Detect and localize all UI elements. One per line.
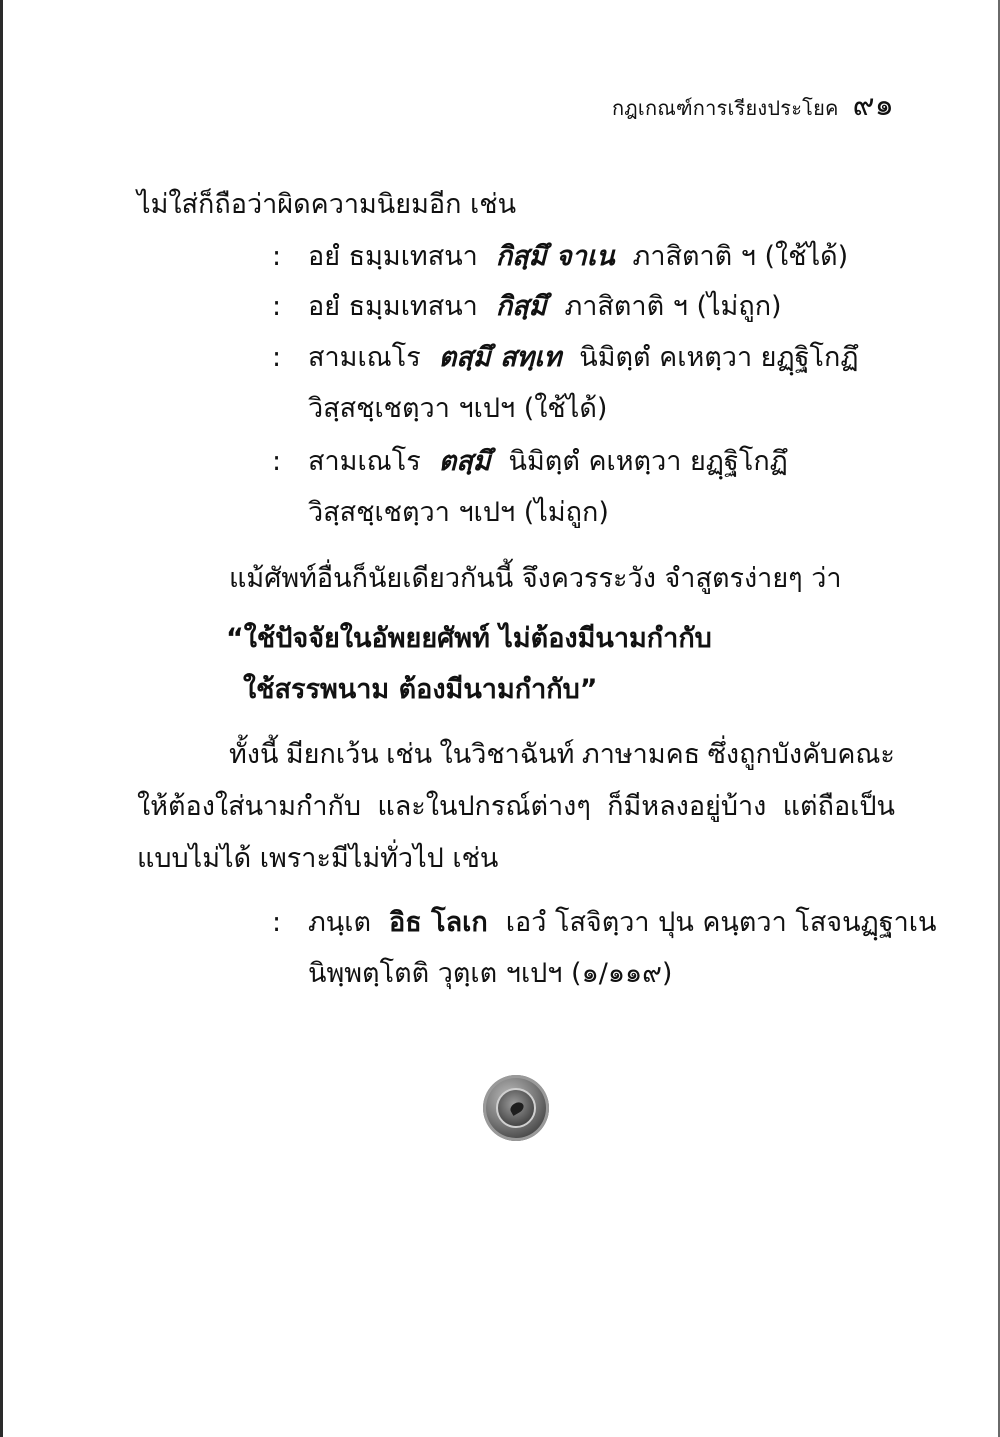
paragraph-word: ทั้งนี้ [229,739,279,770]
header-title: กฎเกณฑ์การเรียงประโยค [611,96,839,120]
example-text: นิมิตฺตํ คเหตฺวา ยฏฺฐิโกฏึ [579,342,859,373]
example-text: อยํ ธมฺมเทสนา [308,241,478,272]
example-colon: : [272,907,282,938]
paragraph-word: ในวิชาฉันท์ [439,739,575,770]
rule-line-1: “ใช้ปัจจัยในอัพยยศัพท์ ไม่ต้องมีนามกำกับ [226,623,712,654]
paragraph-word: แต่ถือเป็น [782,791,895,822]
example-colon: : [272,446,282,477]
example-text: ภนฺเต [308,907,372,938]
final-example-line [272,906,936,940]
example-emphasis: กิสฺมึ จาเน [495,241,615,272]
example-line-1 [272,240,848,274]
example-text: อยํ ธมฺมเทสนา [308,291,478,322]
page-number: ๙๑ [852,88,894,123]
example-emphasis: อิธ โลเก [389,907,488,938]
example-text: สามเณโร [308,446,421,477]
note-line: แม้ศัพท์อื่นก็นัยเดียวกันนี้ จึงควรระวัง จำสูตรง่ายๆ ว่า [229,563,842,594]
example-text: นิมิตฺตํ คเหตฺวา ยฏฺฐิโกฏึ [508,446,788,477]
example-emphasis: ตสฺมึ [438,446,491,477]
paragraph-word: ซึ่งถูกบังคับคณะ [707,739,895,770]
intro-line: ไม่ใส่ก็ถือว่าผิดความนิยมอีก เช่น [137,189,517,220]
example-line-4-cont: วิสฺสชฺเชตฺวา ฯเปฯ (ไม่ถูก) [308,497,609,528]
example-line-4 [272,445,788,479]
paragraph-word: ก็มีหลงอยู่บ้าง [607,791,767,822]
paragraph-word: และในปกรณ์ต่างๆ [377,791,591,822]
example-colon: : [272,241,282,272]
example-emphasis: กิสฺมึ [495,291,547,322]
example-colon: : [272,342,282,373]
running-header [612,82,894,129]
paragraph-line-3: แบบไม่ได้ เพราะมีไม่ทั่วไป เช่น [137,843,499,874]
example-emphasis: ตสฺมึ สทฺเท [438,342,562,373]
emblem-icon [483,1075,549,1141]
paragraph-word: ภาษามคธ [581,739,701,770]
example-text: เอวํ โสจิตฺวา ปุน คนฺตวา โสจนฏฺฐาเน [505,907,937,938]
paragraph-line-1 [229,738,895,772]
paragraph-line-2 [137,790,895,824]
paragraph-word: ให้ต้องใส่นามกำกับ [137,791,361,822]
rule-line-2: ใช้สรรพนาม ต้องมีนามกำกับ” [243,674,598,705]
example-line-3 [272,341,859,375]
example-colon: : [272,291,282,322]
example-text: สามเณโร [308,342,421,373]
paragraph-word: เช่น [386,739,433,770]
example-line-2 [272,290,782,324]
paragraph-word: มียกเว้น [285,739,379,770]
example-line-3-cont: วิสฺสชฺเชตฺวา ฯเปฯ (ใช้ได้) [308,393,608,424]
example-text: ภาสิตาติ ฯ (ใช้ได้) [632,241,849,272]
example-text: ภาสิตาติ ฯ (ไม่ถูก) [564,291,782,322]
page-left-edge [0,0,3,1437]
final-example-cont: นิพฺพตฺโตติ วุตฺเต ฯเปฯ (๑/๑๑๙) [308,958,673,989]
